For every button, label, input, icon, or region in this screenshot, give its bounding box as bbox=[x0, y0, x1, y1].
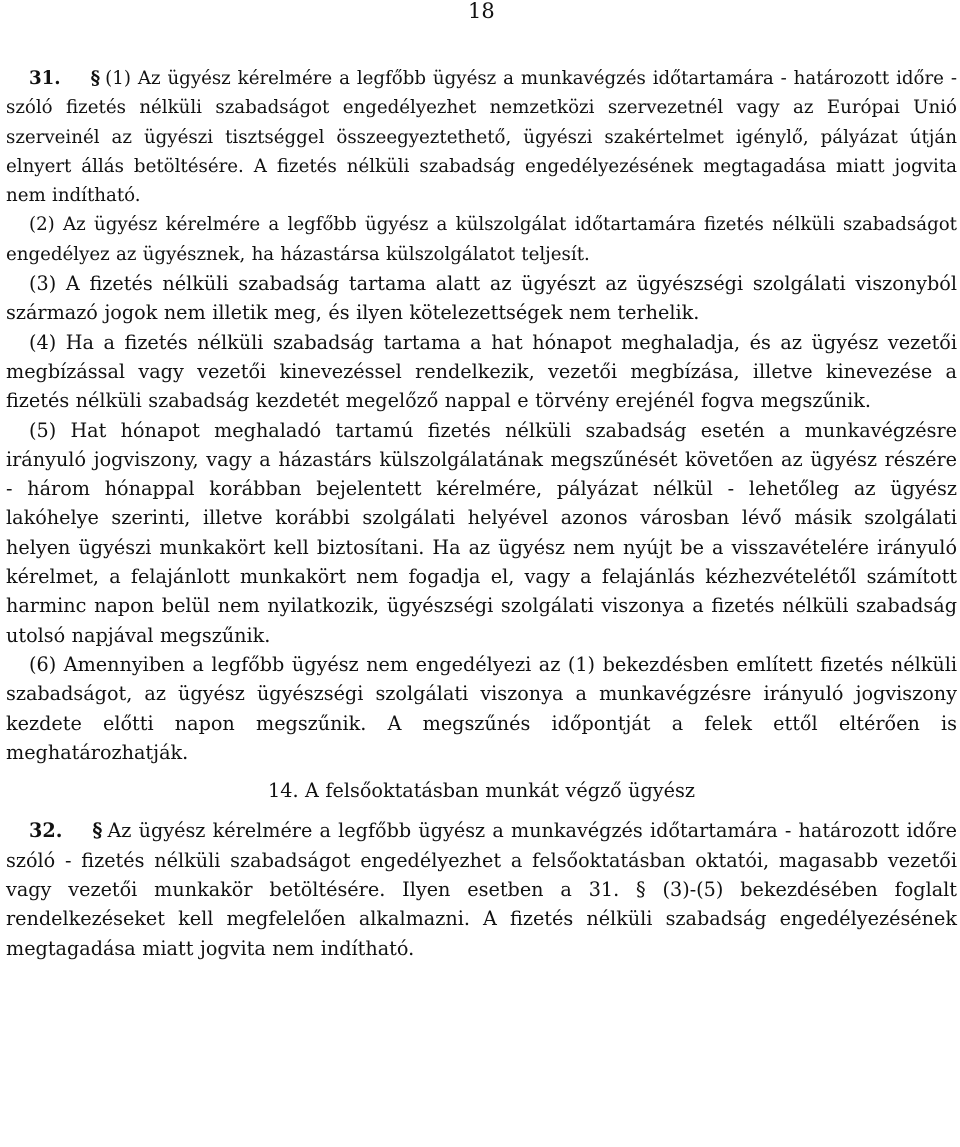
section-sign-icon: § bbox=[92, 819, 103, 843]
section-31-paragraph-2: (2) Az ügyész kérelmére a legfőbb ügyész a külszolgálat időtartamára fizetés nélküli szabadságot engedélyez az ügyésznek, ha házastársa külszolgálatot teljesít. bbox=[6, 214, 957, 265]
section-32 bbox=[6, 816, 957, 962]
paragraph-text: (1) Az ügyész kérelmére a legfőbb ügyész a munkavégzés időtartamára - határozott időre - szóló fizetés nélküli szabadságot engedélyezhet nemzetközi szervezetnél vagy az Európai Unió szerveinél az ügyészi tisztséggel összeegyeztethető, ügyészi szakértelmet igénylő, pályázat útján elnyert állás betöltésére. A fizetés nélküli szabadság engedélyezésének megtagadása miatt jogvita nem indítható. bbox=[6, 68, 957, 207]
section-number: 32. bbox=[29, 819, 63, 843]
section-sign-icon: § bbox=[90, 68, 101, 89]
section-number: 31. bbox=[29, 68, 61, 89]
section-31 bbox=[6, 64, 957, 767]
section-31-paragraph-3: (3) A fizetés nélküli szabadság tartama alatt az ügyészt az ügyészségi szolgálati viszonyból származó jogok nem illetik meg, és ilyen kötelezettségek nem terhelik. bbox=[6, 272, 957, 325]
section-31-paragraph-6: (6) Amennyiben a legfőbb ügyész nem engedélyezi az (1) bekezdésben említett fizetés nélküli szabadságot, az ügyész ügyészségi szolgálati viszonya a munkavégzésre irányuló jogviszony kezdete előtti napon megszűnik. A megszűnés időpontját a felek ettől eltérően is meghatározhatják. bbox=[6, 652, 957, 764]
section-31-paragraph-1 bbox=[6, 64, 957, 210]
section-31-paragraph-4: (4) Ha a fizetés nélküli szabadság tartama a hat hónapot meghaladja, és az ügyész vezetői megbízással vagy vezetői kinevezéssel rendelkezik, vezetői megbízása, illetve kinevezése a fizetés nélküli szabadság kezdetét megelőző nappal e törvény erejénél fogva megszűnik. bbox=[6, 330, 957, 413]
document-body bbox=[6, 64, 957, 963]
paragraph-text: Az ügyész kérelmére a legfőbb ügyész a munkavégzés időtartamára - határozott időre szóló - fizetés nélküli szabadságot engedélyezhet a felsőoktatásban oktatói, magasabb vezetői vagy vezetői munkakör betöltésére. Ilyen esetben a 31. § (3)-(5) bekezdésében foglalt rendelkezéseket kell megfelelően alkalmazni. A fizetés nélküli szabadság engedélyezésének megtagadása miatt jogvita nem indítható. bbox=[6, 819, 957, 960]
page-number: 18 bbox=[468, 0, 495, 23]
section-heading-14: 14. A felsőoktatásban munkát végző ügyész bbox=[268, 779, 695, 803]
section-32-paragraph bbox=[6, 816, 957, 962]
section-31-paragraph-5: (5) Hat hónapot meghaladó tartamú fizetés nélküli szabadság esetén a munkavégzésre irányuló jogviszony, vagy a házastárs külszolgálatának megszűnését követően az ügyész részére - három hónappal korábban bejelentett kérelmére, pályázat nélkül - lehetőleg az ügyész lakóhelye szerinti, illetve korábbi szolgálati helyével azonos városban lévő másik szolgálati helyen ügyészi munkakört kell biztosítani. Ha az ügyész nem nyújt be a visszavételére irányuló kérelmet, a felajánlott munkakört nem fogadja el, vagy a felajánlás kézhezvételétől számított harminc napon belül nem nyilatkozik, ügyészségi szolgálati viszonya a fizetés nélküli szabadság utolsó napjával megszűnik. bbox=[6, 418, 957, 647]
